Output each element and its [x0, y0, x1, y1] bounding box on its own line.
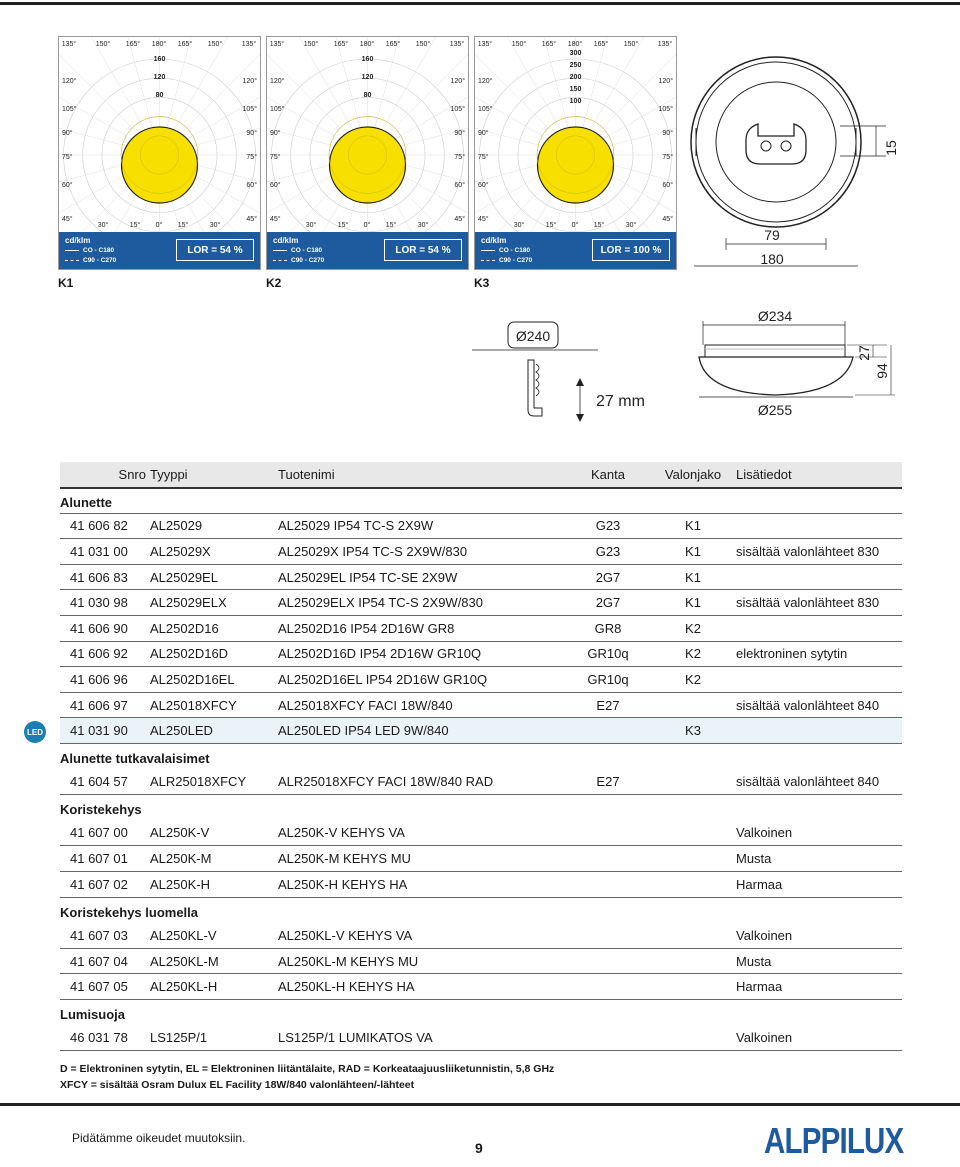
angle-label: 30°: [305, 222, 317, 229]
section-title: Koristekehys luomella: [60, 904, 198, 920]
angle-label: 75°: [478, 154, 489, 161]
table-row: [60, 923, 902, 949]
angle-label: 165°: [385, 41, 401, 48]
header-tuotenimi: Tuotenimi: [278, 462, 558, 488]
radial-value-label: 300: [569, 50, 582, 57]
angle-label: 120°: [270, 78, 285, 85]
table-header-row: [60, 462, 902, 488]
cell-valonjako: [658, 692, 728, 718]
cell-tuotenimi: AL2502D16EL IP54 2D16W GR10Q: [278, 667, 558, 693]
diagram-label-k2: K2: [266, 276, 282, 290]
legend-row: [481, 257, 532, 264]
cell-tuotenimi: AL250K-M KEHYS MU: [278, 846, 558, 872]
cell-lisatiedot: [728, 718, 902, 744]
legend-row: [65, 247, 114, 254]
radial-value-label: 160: [153, 56, 166, 63]
dim-top-180: 180: [760, 251, 784, 267]
lor-value: LOR = 100 %: [592, 239, 670, 261]
table-row: [60, 1025, 902, 1051]
cell-tuotenimi: AL25029ELX IP54 TC-S 2X9W/830: [278, 590, 558, 616]
cell-kanta: [558, 718, 658, 744]
table-row: [60, 872, 902, 898]
angle-label: 30°: [209, 222, 221, 229]
cell-kanta: [558, 948, 658, 974]
cell-tyyppi: AL250KL-V: [150, 923, 278, 949]
angle-label: 105°: [242, 106, 257, 113]
cell-valonjako: K3: [658, 718, 728, 744]
cell-lisatiedot: [728, 616, 902, 642]
diagram-label-k1: K1: [58, 276, 74, 290]
cell-lisatiedot: Harmaa: [728, 974, 902, 1000]
footnote-1: D = Elektroninen sytytin, EL = Elektroninen liitäntälaite, RAD = Korkeataajuusliiketunnistin, 5,8 GHz: [60, 1063, 555, 1075]
angle-label: 0°: [571, 222, 579, 229]
angle-label: 120°: [450, 78, 465, 85]
cell-valonjako: [658, 974, 728, 1000]
angle-label: 120°: [658, 78, 673, 85]
angle-label: 105°: [270, 106, 285, 113]
polar-legend-band: [475, 232, 676, 269]
angle-label: 90°: [662, 130, 673, 137]
polar-diagram-k2: [266, 36, 469, 270]
cell-lisatiedot: sisältää valonlähteet 840: [728, 769, 902, 795]
radial-value-label: 250: [569, 62, 582, 69]
cell-tuotenimi: AL250KL-M KEHYS MU: [278, 948, 558, 974]
legend-label: CO - C180: [499, 247, 531, 254]
cell-snro: 41 606 90: [60, 616, 150, 642]
cell-tuotenimi: AL25018XFCY FACI 18W/840: [278, 692, 558, 718]
cell-lisatiedot: [728, 667, 902, 693]
table-row: [60, 564, 902, 590]
dashed-line-icon: [65, 260, 79, 261]
cell-lisatiedot: elektroninen sytytin: [728, 641, 902, 667]
angle-label: 165°: [541, 41, 557, 48]
diagram-label-k3: K3: [474, 276, 490, 290]
angle-label: 150°: [415, 41, 431, 48]
cell-valonjako: K2: [658, 641, 728, 667]
legend-row: [481, 247, 530, 254]
angle-label: 15°: [337, 222, 349, 229]
angle-label: 165°: [593, 41, 609, 48]
section-header-row: [60, 795, 902, 821]
angle-label: 180°: [151, 41, 167, 48]
cell-lisatiedot: Valkoinen: [728, 923, 902, 949]
angle-label: 60°: [246, 182, 257, 189]
cutout-diameter: Ø240: [515, 328, 551, 344]
angle-label: 165°: [177, 41, 193, 48]
angle-label: 120°: [478, 78, 493, 85]
angle-label: 45°: [454, 216, 465, 223]
cell-snro: 41 606 97: [60, 692, 150, 718]
radial-value-label: 120: [361, 74, 374, 81]
angle-label: 15°: [545, 222, 557, 229]
angle-label: 120°: [62, 78, 77, 85]
table-row: [60, 616, 902, 642]
cell-kanta: [558, 1025, 658, 1051]
footer-notice: Pidätämme oikeudet muutoksiin.: [72, 1131, 246, 1145]
solid-line-icon: [65, 250, 79, 251]
cell-kanta: [558, 872, 658, 898]
dashed-line-icon: [481, 260, 495, 261]
radial-value-label: 120: [153, 74, 166, 81]
cell-tuotenimi: AL2502D16D IP54 2D16W GR10Q: [278, 641, 558, 667]
angle-label: 60°: [62, 182, 73, 189]
cell-snro: 41 606 82: [60, 513, 150, 539]
cell-tyyppi: LS125P/1: [150, 1025, 278, 1051]
page-number: 9: [475, 1140, 483, 1156]
cell-valonjako: [658, 872, 728, 898]
polar-legend-band: [59, 232, 260, 269]
angle-label: 45°: [246, 216, 257, 223]
legend-label: CO - C180: [83, 247, 115, 254]
angle-label: 90°: [246, 130, 257, 137]
legend-label: C90 - C270: [83, 257, 117, 264]
angle-label: 150°: [511, 41, 527, 48]
polar-legend-band: [267, 232, 468, 269]
angle-label: 0°: [155, 222, 163, 229]
cell-tuotenimi: AL25029X IP54 TC-S 2X9W/830: [278, 539, 558, 565]
cell-tyyppi: AL2502D16: [150, 616, 278, 642]
cell-snro: 41 607 00: [60, 820, 150, 846]
angle-label: 150°: [207, 41, 223, 48]
angle-label: 75°: [662, 154, 673, 161]
table-row: [60, 948, 902, 974]
angle-label: 150°: [623, 41, 639, 48]
top-rule: [0, 2, 960, 5]
angle-label: 75°: [454, 154, 465, 161]
distribution-curve: [122, 127, 198, 203]
dim-top-79: 79: [764, 227, 780, 243]
dim-side-255: Ø255: [757, 402, 793, 418]
cell-kanta: GR8: [558, 616, 658, 642]
cell-tuotenimi: LS125P/1 LUMIKATOS VA: [278, 1025, 558, 1051]
cell-valonjako: K1: [658, 590, 728, 616]
cell-valonjako: K1: [658, 539, 728, 565]
cell-valonjako: [658, 923, 728, 949]
cell-tuotenimi: AL2502D16 IP54 2D16W GR8: [278, 616, 558, 642]
radial-value-label: 80: [363, 92, 372, 99]
angle-label: 105°: [450, 106, 465, 113]
product-table: [60, 462, 902, 1051]
unit-label: cd/klm: [273, 236, 299, 245]
header-kanta: Kanta: [558, 462, 658, 488]
angle-label: 105°: [478, 106, 493, 113]
cell-tyyppi: AL250K-M: [150, 846, 278, 872]
cell-tuotenimi: AL25029EL IP54 TC-SE 2X9W: [278, 564, 558, 590]
cell-tyyppi: AL250K-H: [150, 872, 278, 898]
header-valonjako: Valonjako: [658, 462, 728, 488]
cell-lisatiedot: sisältää valonlähteet 830: [728, 590, 902, 616]
table-row: [60, 667, 902, 693]
table-row: [60, 641, 902, 667]
angle-label: 90°: [454, 130, 465, 137]
table-row: [60, 974, 902, 1000]
cell-tuotenimi: AL25029 IP54 TC-S 2X9W: [278, 513, 558, 539]
radial-value-label: 150: [569, 86, 582, 93]
angle-label: 105°: [62, 106, 77, 113]
cell-snro: 41 607 01: [60, 846, 150, 872]
top-view-drawing: [690, 40, 910, 280]
angle-label: 45°: [662, 216, 673, 223]
cell-kanta: 2G7: [558, 564, 658, 590]
header-tyyppi: Tyyppi: [150, 462, 278, 488]
cell-kanta: GR10q: [558, 641, 658, 667]
cell-lisatiedot: Musta: [728, 948, 902, 974]
cell-kanta: [558, 846, 658, 872]
polar-grid: [267, 37, 468, 233]
cell-lisatiedot: Harmaa: [728, 872, 902, 898]
cell-valonjako: [658, 769, 728, 795]
angle-label: 30°: [97, 222, 109, 229]
cell-snro: 41 031 00: [60, 539, 150, 565]
angle-label: 30°: [625, 222, 637, 229]
dim-side-27: 27: [856, 345, 872, 361]
cell-valonjako: [658, 820, 728, 846]
cell-snro: 41 606 83: [60, 564, 150, 590]
cell-kanta: [558, 923, 658, 949]
cell-tuotenimi: AL250LED IP54 LED 9W/840: [278, 718, 558, 744]
cell-snro: 41 031 90: [60, 718, 150, 744]
solid-line-icon: [273, 250, 287, 251]
cell-tyyppi: AL250KL-M: [150, 948, 278, 974]
angle-label: 60°: [478, 182, 489, 189]
angle-label: 60°: [270, 182, 281, 189]
cell-kanta: [558, 974, 658, 1000]
cell-snro: 41 030 98: [60, 590, 150, 616]
section-title: Alunette tutkavalaisimet: [60, 751, 210, 767]
legend-row: [273, 257, 324, 264]
angle-label: 0°: [363, 222, 371, 229]
angle-label: 90°: [62, 130, 73, 137]
radial-value-label: 80: [155, 92, 164, 99]
angle-label: 180°: [359, 41, 375, 48]
cell-kanta: E27: [558, 692, 658, 718]
cutout-thickness: 27 mm: [596, 393, 645, 410]
cell-lisatiedot: sisältää valonlähteet 830: [728, 539, 902, 565]
angle-label: 105°: [658, 106, 673, 113]
unit-label: cd/klm: [65, 236, 91, 245]
polar-diagram-k1: [58, 36, 261, 270]
polar-diagram-k3: [474, 36, 677, 270]
angle-label: 45°: [270, 216, 281, 223]
angle-label: 60°: [454, 182, 465, 189]
side-view-drawing: [695, 305, 910, 420]
distribution-curve: [330, 127, 406, 203]
section-header-row: [60, 744, 902, 770]
cell-tuotenimi: AL250K-H KEHYS HA: [278, 872, 558, 898]
angle-label: 135°: [449, 41, 465, 48]
solid-line-icon: [481, 250, 495, 251]
section-title: Alunette: [60, 488, 902, 514]
cell-snro: 41 607 03: [60, 923, 150, 949]
dashed-line-icon: [273, 260, 287, 261]
dim-side-94: 94: [874, 363, 890, 379]
cell-lisatiedot: Valkoinen: [728, 820, 902, 846]
cell-valonjako: K1: [658, 513, 728, 539]
section-header-row: [60, 999, 902, 1025]
table-row: [60, 718, 902, 744]
section-title: Koristekehys: [60, 802, 142, 818]
lor-value: LOR = 54 %: [384, 239, 462, 261]
radial-value-label: 160: [361, 56, 374, 63]
legend-row: [65, 257, 116, 264]
led-badge: LED: [24, 721, 46, 743]
cell-valonjako: K2: [658, 616, 728, 642]
angle-label: 15°: [129, 222, 141, 229]
cell-kanta: G23: [558, 539, 658, 565]
cell-tyyppi: AL25018XFCY: [150, 692, 278, 718]
cell-tyyppi: AL25029X: [150, 539, 278, 565]
angle-label: 135°: [657, 41, 673, 48]
cell-valonjako: [658, 1025, 728, 1051]
angle-label: 135°: [61, 41, 77, 48]
table-row: [60, 846, 902, 872]
cell-kanta: 2G7: [558, 590, 658, 616]
section-header-row: [60, 897, 902, 923]
section-title: Lumisuoja: [60, 1007, 126, 1023]
cell-lisatiedot: [728, 564, 902, 590]
header-lisatiedot: Lisätiedot: [728, 462, 902, 488]
legend-label: C90 - C270: [499, 257, 533, 264]
cell-tyyppi: AL250KL-H: [150, 974, 278, 1000]
dim-side-234: Ø234: [757, 308, 793, 324]
legend-label: C90 - C270: [291, 257, 325, 264]
cell-snro: 41 607 05: [60, 974, 150, 1000]
footnote-2: XFCY = sisältää Osram Dulux EL Facility 18W/840 valonlähteen/-lähteet: [60, 1079, 415, 1091]
table-row: [60, 769, 902, 795]
unit-label: cd/klm: [481, 236, 507, 245]
bottom-rule: [0, 1103, 960, 1106]
cell-kanta: GR10q: [558, 667, 658, 693]
brand-logo: ALPPILUX: [764, 1120, 904, 1161]
polar-grid: [59, 37, 260, 233]
cell-tyyppi: AL25029EL: [150, 564, 278, 590]
dim-top-15: 15: [883, 140, 899, 156]
angle-label: 90°: [478, 130, 489, 137]
angle-label: 135°: [269, 41, 285, 48]
cell-tyyppi: AL2502D16D: [150, 641, 278, 667]
table-row: [60, 539, 902, 565]
polar-grid: [475, 37, 676, 233]
cell-tyyppi: AL250K-V: [150, 820, 278, 846]
angle-label: 15°: [177, 222, 189, 229]
angle-label: 135°: [477, 41, 493, 48]
cell-kanta: G23: [558, 513, 658, 539]
section-header-row: [60, 488, 902, 514]
legend-label: CO - C180: [291, 247, 323, 254]
angle-label: 45°: [62, 216, 73, 223]
angle-label: 165°: [125, 41, 141, 48]
cell-tuotenimi: ALR25018XFCY FACI 18W/840 RAD: [278, 769, 558, 795]
cell-lisatiedot: Valkoinen: [728, 1025, 902, 1051]
angle-label: 150°: [95, 41, 111, 48]
angle-label: 120°: [242, 78, 257, 85]
cell-snro: 41 604 57: [60, 769, 150, 795]
cell-valonjako: K2: [658, 667, 728, 693]
cell-kanta: E27: [558, 769, 658, 795]
angle-label: 60°: [662, 182, 673, 189]
table-row: [60, 692, 902, 718]
angle-label: 75°: [62, 154, 73, 161]
cell-tyyppi: AL2502D16EL: [150, 667, 278, 693]
cell-kanta: [558, 820, 658, 846]
angle-label: 75°: [270, 154, 281, 161]
cell-tuotenimi: AL250KL-H KEHYS HA: [278, 974, 558, 1000]
table-row: [60, 513, 902, 539]
table-row: [60, 820, 902, 846]
cell-snro: 41 607 02: [60, 872, 150, 898]
angle-label: 75°: [246, 154, 257, 161]
table-row: [60, 590, 902, 616]
angle-label: 45°: [478, 216, 489, 223]
cutout-drawing: [470, 320, 690, 430]
radial-value-label: 100: [569, 98, 582, 105]
cell-tuotenimi: AL250K-V KEHYS VA: [278, 820, 558, 846]
cell-tyyppi: AL25029ELX: [150, 590, 278, 616]
cell-snro: 41 606 96: [60, 667, 150, 693]
cell-tyyppi: AL250LED: [150, 718, 278, 744]
cell-lisatiedot: sisältää valonlähteet 840: [728, 692, 902, 718]
cell-lisatiedot: [728, 513, 902, 539]
radial-value-label: 200: [569, 74, 582, 81]
cell-valonjako: [658, 948, 728, 974]
lor-value: LOR = 54 %: [176, 239, 254, 261]
angle-label: 165°: [333, 41, 349, 48]
angle-label: 15°: [385, 222, 397, 229]
cell-valonjako: [658, 846, 728, 872]
legend-row: [273, 247, 322, 254]
angle-label: 15°: [593, 222, 605, 229]
angle-label: 150°: [303, 41, 319, 48]
cell-snro: 41 606 92: [60, 641, 150, 667]
header-snro: Snro: [60, 462, 150, 488]
angle-label: 180°: [567, 41, 583, 48]
cell-tyyppi: AL25029: [150, 513, 278, 539]
cell-snro: 46 031 78: [60, 1025, 150, 1051]
cell-tuotenimi: AL250KL-V KEHYS VA: [278, 923, 558, 949]
cell-valonjako: K1: [658, 564, 728, 590]
angle-label: 30°: [513, 222, 525, 229]
distribution-curve: [538, 127, 614, 203]
cell-lisatiedot: Musta: [728, 846, 902, 872]
angle-label: 90°: [270, 130, 281, 137]
cell-snro: 41 607 04: [60, 948, 150, 974]
cell-tyyppi: ALR25018XFCY: [150, 769, 278, 795]
angle-label: 30°: [417, 222, 429, 229]
angle-label: 135°: [241, 41, 257, 48]
